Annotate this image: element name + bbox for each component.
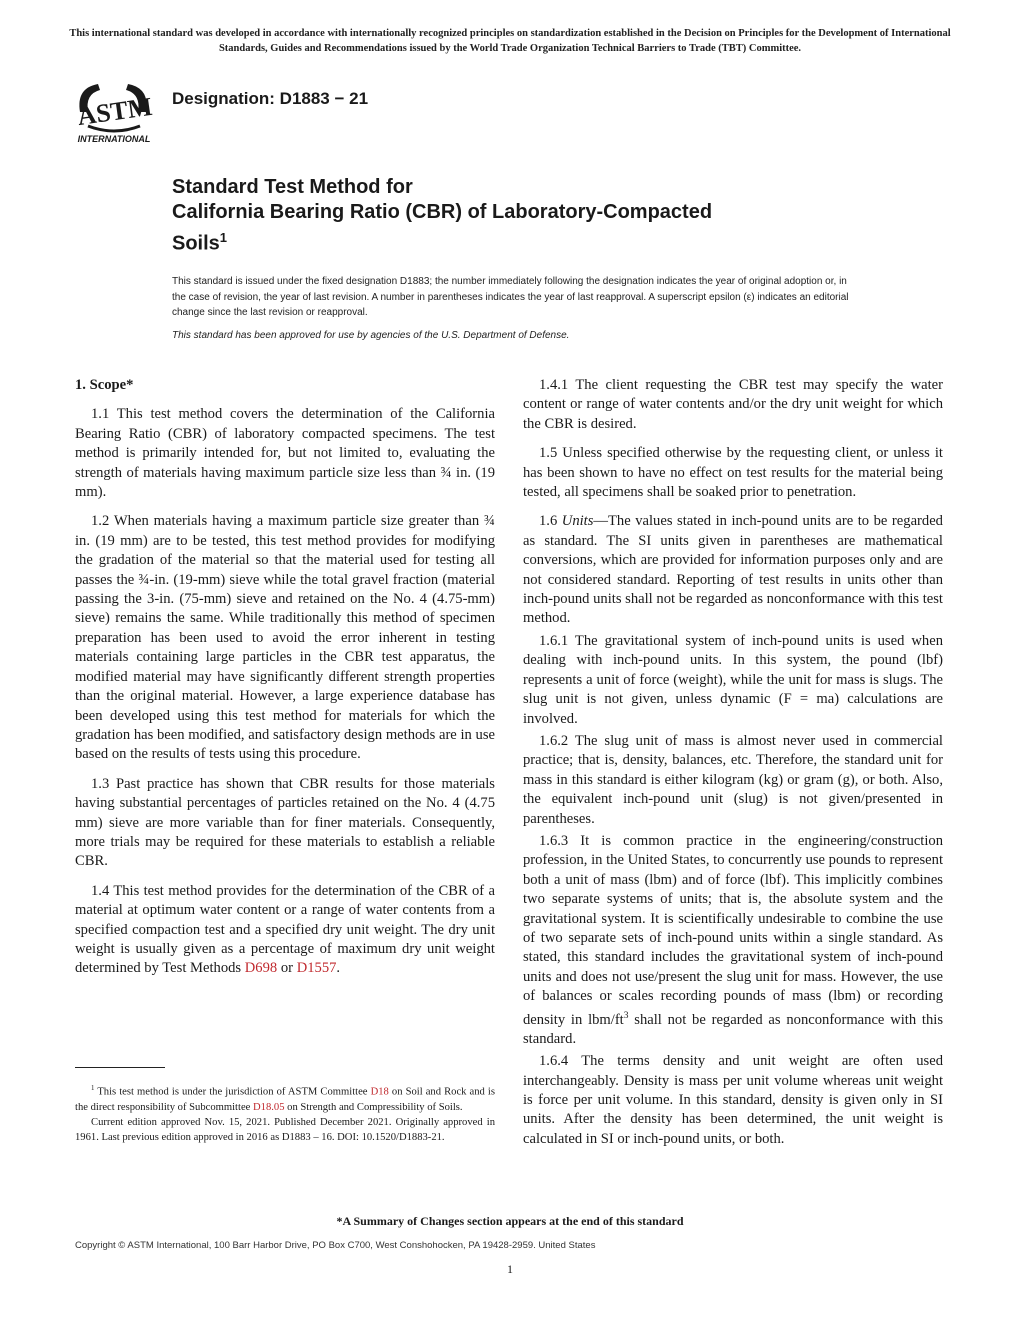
- paragraph-1-6-2: 1.6.2 The slug unit of mass is almost never used in commercial practice; that is, density, balances, etc. Therefore, the standard unit for mass in this standard is either kilogram (kg) or gram (g), or both. Also, the equivalent inch-pound unit (slug) is not given/presented in parentheses.: [523, 732, 943, 827]
- title-line-3-text: Soils: [172, 232, 220, 255]
- paragraph-1-6-3-text: 1.6.3 It is common practice in the engineering/construction profession, in the United States, to concurrently use pounds to represent both a unit of mass (lbm) and of force (lbf). This implicitly combines two separate systems of units; that is, the absolute system and the gravitational system. It is scientifically undesirable to combine the use of two separate sets of inch-pound units within a single standard. As stated, this standard includes the gravitational system of inch-pound units and does not use/present the slug unit for mass. However, the use of balances or scales recording pounds of mass (lbm) or recording density in lbm/ft: [523, 832, 943, 1028]
- paragraph-1-4-end: .: [336, 960, 341, 977]
- summary-note: *A Summary of Changes section appears at the end of this standard: [336, 1214, 684, 1228]
- footnote-mark: 1: [91, 1085, 95, 1092]
- section-heading-scope: 1. Scope*: [75, 377, 134, 393]
- paragraph-1-6-1: 1.6.1 The gravitational system of inch-pound units is used when dealing with inch-pound units. In this system, the pound (lbf) represents a unit of force (weight), while the unit for mass is slugs. The slug unit is not given, unless dynamic (F = ma) calculations are involved.: [523, 632, 943, 727]
- footnote-text-a: This test method is under the jurisdiction of ASTM Committee: [94, 1086, 371, 1098]
- document-title: [172, 175, 712, 257]
- paragraph-1-5: 1.5 Unless specified otherwise by the requesting client, or unless it has been shown to have no effect on test results for the material being tested, all specimens shall be soaked prior to penetration.: [523, 445, 943, 501]
- title-line-1: Standard Test Method for: [172, 176, 413, 198]
- paragraph-1-6-text: —The values stated in inch-pound units are to be regarded as standard. The SI units given in parentheses are mathematical conversions, which are provided for information purposes only and are not considered standard. Reporting of test results in units other than inch-pound units shall not be regarded as nonconformance with this test method.: [523, 513, 943, 627]
- paragraph-1-1: 1.1 This test method covers the determination of the California Bearing Ratio (CBR) of laboratory compacted specimens. The test method is primarily intended for, but not limited to, evaluating the strength of materials having maximum particle size less than ¾ in. (19 mm).: [75, 406, 495, 501]
- left-column: [75, 376, 495, 989]
- title-line-3: [172, 225, 712, 257]
- link-d1557[interactable]: D1557: [296, 960, 337, 977]
- footnote-paragraph-2: Current edition approved Nov. 15, 2021. Published December 2021. Originally approved in 1961. Last previous edition approved in 2016 as D1883 – 16. DOI: 10.1520/D1883-21.: [75, 1117, 495, 1144]
- paragraph-1-4: [75, 882, 495, 979]
- right-column: [523, 376, 943, 1152]
- paragraph-1-6-units: Units: [561, 513, 594, 530]
- paragraph-1-4-or: or: [280, 960, 294, 977]
- copyright: Copyright © ASTM International, 100 Barr Harbor Drive, PO Box C700, West Conshohocken, PA 19428-2959. United States: [75, 1240, 596, 1251]
- paragraph-1-6: [523, 512, 943, 628]
- page-number: 1: [507, 1262, 513, 1276]
- paragraph-1-3: 1.3 Past practice has shown that CBR results for those materials having substantial percentages of particles retained on the No. 4 (4.75 mm) sieve are more variable than for finer materials. Consequently, more trials may be required for these materials to establish a reliable CBR.: [75, 775, 495, 870]
- issued-note: This standard is issued under the fixed designation D1883; the number immediately following the designation indicates the year of original adoption or, in the case of revision, the year of last revision. A number in parentheses indicates the year of last reapproval. A superscript epsilon (ε) indicates an editorial change since the last revision or reapproval.: [172, 276, 849, 318]
- footnote-text-c: on Strength and Compressibility of Soils.: [284, 1101, 463, 1113]
- top-notice: This international standard was developed in accordance with internationally recognized principles on standardization established in the Decision on Principles for the Development of International Standards, Guides and Recommendations issued by the World Trade Organization Technical Barriers to Trade (TBT) Committee.: [69, 28, 951, 54]
- paragraph-1-6-4: 1.6.4 The terms density and unit weight are often used interchangeably. Density is mass per unit volume whereas unit weight is force per unit volume. In this standard, density is given only in SI units. After the density has been determined, the unit weight is calculated in SI or inch-pound units, or both.: [523, 1053, 943, 1147]
- footnote: [75, 1081, 495, 1146]
- paragraph-1-6-3-end: shall not be regarded as nonconformance with this standard.: [523, 1011, 943, 1047]
- title-footnote-mark: 1: [219, 230, 228, 245]
- approved-note: This standard has been approved for use by agencies of the U.S. Department of Defense.: [172, 330, 570, 341]
- paragraph-1-6-num: 1.6: [539, 513, 558, 530]
- paragraph-1-2: 1.2 When materials having a maximum particle size greater than ¾ in. (19 mm) are to be tested, this test method provides for modifying the gradation of the material so that the material used for testing all passes the ¾-in. (19-mm) sieve while the total gravel fraction (material passing the 3-in. (75-mm) sieve and retained on the No. 4 (4.75-mm) sieve) remains the same. While traditionally this method of specimen preparation has been used to avoid the error inherent in testing materials containing large particles in the CBR test apparatus, the modified material may have significantly different strength properties than the original material. However, a large experience database has been developed using this test method for materials for which the gradation has been modified, and satisfactory design methods are in use based on the results of tests using this procedure.: [75, 513, 495, 763]
- paragraph-1-6-3-sup: 3: [623, 1010, 629, 1021]
- link-d18-05[interactable]: D18.05: [253, 1101, 285, 1113]
- footnote-text-b: on Soil and Rock and is the direct responsibility of Subcommittee: [75, 1086, 495, 1113]
- footnote-rule: [75, 1067, 165, 1068]
- astm-logo: [70, 76, 162, 146]
- paragraph-1-4-1: 1.4.1 The client requesting the CBR test may specify the water content or range of water contents and/or the dry unit weight for which the CBR is desired.: [523, 377, 943, 432]
- logo-letters: ASTM: [75, 91, 154, 132]
- footnote-paragraph-1: [75, 1081, 495, 1115]
- astm-logo-mark: [76, 84, 154, 131]
- paragraph-1-4-text: 1.4 This test method provides for the determination of the CBR of a material at optimum water content or a range of water contents from a specified compaction test and a specified dry unit weight. The dry unit weight is usually given as a percentage of maximum dry unit weight determined by Test Methods: [75, 882, 495, 977]
- link-d698[interactable]: D698: [244, 960, 278, 977]
- title-line-2: California Bearing Ratio (CBR) of Laboratory-Compacted: [172, 201, 713, 223]
- link-d18[interactable]: D18: [370, 1086, 389, 1098]
- logo-text: INTERNATIONAL: [77, 134, 151, 144]
- designation: Designation: D1883 − 21: [172, 89, 369, 108]
- paragraph-1-6-3: [523, 832, 943, 1049]
